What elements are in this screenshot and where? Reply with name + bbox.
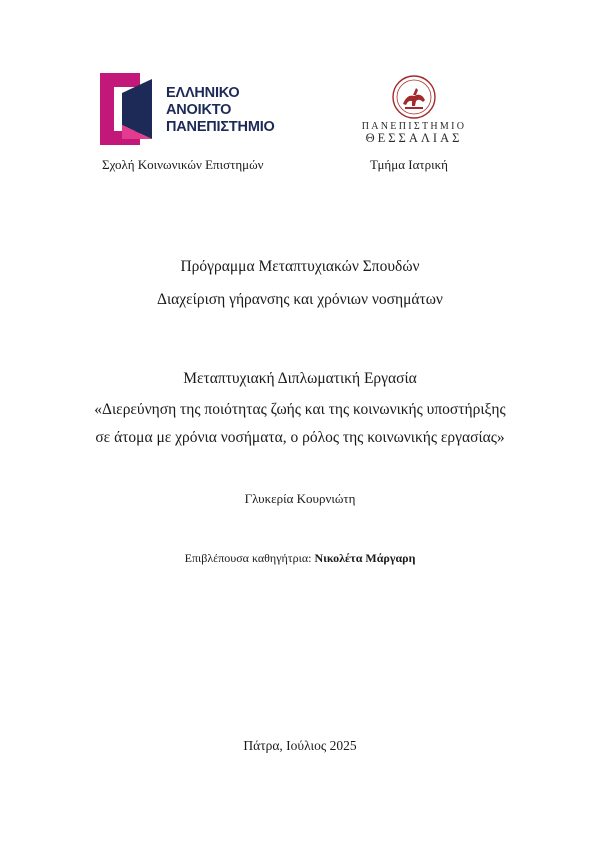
- eap-logo-line-3: ΠΑΝΕΠΙΣΤΗΜΙΟ: [166, 119, 275, 135]
- thesis-title-line-1: «Διερεύνηση της ποιότητας ζωής και της κοινωνικής υποστήριξης: [94, 401, 506, 418]
- uth-logo: [350, 74, 478, 144]
- uth-seal-icon: [391, 74, 437, 120]
- uth-logo-line-2: ΘΕΣΣΑΛΙΑΣ: [365, 131, 463, 145]
- supervisor-line: [0, 551, 600, 566]
- eap-logo-line-2: ΑΝΟΙΚΤΟ: [166, 102, 232, 118]
- program-name: Πρόγραμμα Μεταπτυχιακών Σπουδών: [180, 258, 420, 275]
- eap-logo-line-1: ΕΛΛΗΝΙΚΟ: [166, 85, 240, 101]
- uth-logo-line-1: ΠΑΝΕΠΙΣΤΗΜΙΟ: [361, 121, 467, 132]
- department-name: Τμήμα Ιατρική: [370, 157, 448, 172]
- eap-logo-text: [166, 85, 275, 136]
- author-name: Γλυκερία Κουρνιώτη: [244, 491, 356, 506]
- eap-logo: [100, 70, 290, 145]
- place-date: Πάτρα, Ιούλιος 2025: [243, 738, 357, 753]
- school-name: Σχολή Κοινωνικών Επιστημών: [102, 157, 264, 172]
- program-subtitle: Διαχείριση γήρανσης και χρόνιων νοσημάτων: [157, 291, 443, 308]
- supervisor-name: Νικολέτα Μάργαρη: [314, 551, 416, 565]
- eap-logo-mark-icon: [100, 73, 158, 145]
- thesis-type: Μεταπτυχιακή Διπλωματική Εργασία: [183, 370, 417, 387]
- thesis-title-line-2: σε άτομα με χρόνια νοσήματα, ο ρόλος της κοινωνικής εργασίας»: [95, 429, 505, 446]
- supervisor-label: Επιβλέπουσα καθηγήτρια:: [184, 551, 312, 565]
